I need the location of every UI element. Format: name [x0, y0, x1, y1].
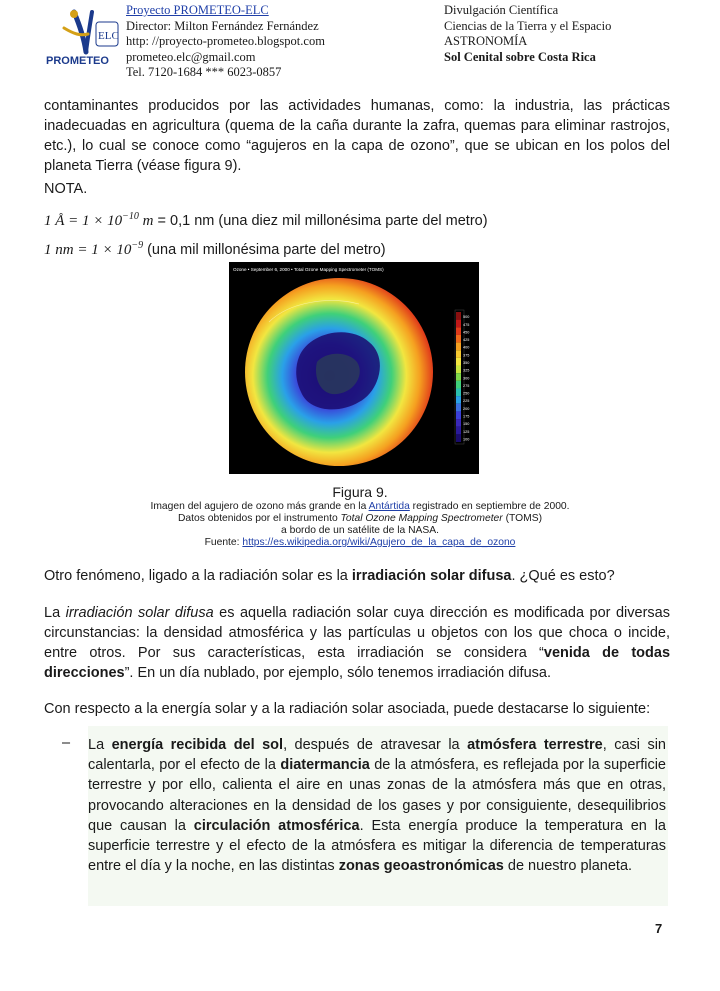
text: . Esta energía produce la temperatura en la superficie terrestre y el efecto de la atmósfera es mitigar la diferencia de temperaturas entre el día y la noche, en las distintas — [88, 817, 666, 875]
figure-title: Figura 9. — [332, 484, 388, 500]
scale-swatch — [456, 350, 461, 358]
scale-swatch — [456, 366, 461, 374]
equation-angstrom — [44, 207, 488, 231]
text: , casi sin calentarla, por el efecto de la — [88, 737, 666, 774]
caption-text: registrado en septiembre de 2000. — [409, 501, 570, 512]
text: La — [44, 605, 66, 621]
wikipedia-source-link[interactable]: https://es.wikipedia.org/wiki/Agujero_de_la_capa_de_ozono — [242, 537, 516, 548]
paragraph-intro: contaminantes producidos por las actividades humanas, como: la industria, las prácticas inadecuadas en agricultura (quema de la caña durante la zafra, quemas para eliminar rastrojos, etc.), lo cual se conoce como “agujeros en la capa de ozono”, que se ubican en los polos del planeta Tierra (véase figura 9). — [44, 98, 670, 174]
scale-swatch — [456, 312, 461, 320]
eq1-text: = 0,1 nm (una diez mil millonésima parte del metro) — [153, 212, 488, 229]
bold-term: diatermancia — [280, 757, 370, 774]
scale-swatch — [456, 404, 461, 412]
scale-label: 125 — [463, 429, 470, 434]
scale-label: 425 — [463, 338, 470, 343]
scale-label: 100 — [463, 437, 470, 442]
scale-label: 250 — [463, 391, 470, 396]
logo-badge: ELC — [98, 30, 119, 42]
caption-italic: Total Ozone Mapping Spectrometer — [340, 513, 503, 524]
scale-swatch — [456, 411, 461, 419]
text: Otro fenómeno, ligado a la radiación solar es la — [44, 568, 352, 584]
scale-label: 350 — [463, 361, 470, 365]
paragraph-energia: Con respecto a la energía solar y a la radiación solar asociada, puede destacarse lo siguiente: — [44, 701, 651, 717]
header-topic — [444, 3, 611, 65]
bullet-mark: – — [62, 735, 71, 751]
text: , después de atravesar la — [283, 737, 468, 753]
scale-label: 325 — [463, 368, 470, 373]
scale-label: 175 — [463, 414, 470, 419]
email-line[interactable]: prometeo.elc@gmail.com — [126, 49, 256, 64]
figure-header-line: Ozone • September 6, 2000 • Total Ozone Mapping Spectrometer (TOMS) — [233, 267, 384, 272]
antartida-link[interactable]: Antártida — [368, 501, 410, 512]
topic-line-1: Divulgación Científica — [444, 3, 559, 17]
topic-line-3: ASTRONOMÍA — [444, 34, 528, 48]
logo-text: PROMETEO — [46, 55, 109, 67]
prometeo-logo — [44, 8, 122, 68]
ozone-color-scale — [456, 312, 461, 442]
blog-url[interactable]: http: //proyecto-prometeo.blogspot.com — [126, 34, 325, 48]
text: . ¿Qué es esto? — [511, 568, 615, 584]
page-header — [0, 0, 720, 84]
nota-label: NOTA. — [44, 181, 88, 197]
scale-swatch — [456, 396, 461, 404]
caption-text: Imagen del agujero de ozono más grande en la — [150, 501, 369, 512]
equation-nanometer — [44, 236, 386, 260]
scale-swatch — [456, 419, 461, 427]
caption-text: Datos obtenidos por el instrumento — [177, 513, 341, 524]
phone-line: Tel. 7120-1684 *** 6023-0857 — [126, 65, 282, 79]
text: ”. En un día nublado, por ejemplo, sólo tenemos irradiación difusa. — [124, 665, 551, 681]
caption-text: (TOMS) — [502, 513, 542, 524]
paragraph-difusa-question — [44, 566, 670, 586]
scale-label: 225 — [463, 399, 470, 404]
scale-label: 450 — [463, 330, 470, 335]
project-link[interactable]: Proyecto PROMETEO-ELC — [126, 3, 269, 17]
scale-swatch — [456, 381, 461, 389]
bold-term: venida de todas direcciones — [44, 645, 671, 681]
bold-term: energía recibida del sol — [111, 737, 284, 753]
scale-label: 375 — [463, 353, 470, 358]
paragraph-difusa-definition — [44, 603, 670, 683]
eq2-exponent: −9 — [131, 240, 144, 251]
bold-term: irradiación solar difusa — [351, 568, 512, 584]
eq2-math: 1 nm = 1 × 10 — [44, 241, 132, 258]
text: es aquella radiación solar cuya dirección es modificada por diversas circunstancias: la densidad atmosférica y las partículas u objetos con los que choca o incide, entre otros. Por sus características, esta irradiación se considera “ — [44, 605, 670, 661]
scale-label: 400 — [463, 345, 470, 350]
text: de la atmósfera, es reflejada por la superficie terrestre y por ello, calienta el aire en unas zonas de la atmósfera más que en otras, provocando alteraciones en la densidad de los gases y por consiguiente, desequilibrios que causan la — [88, 757, 666, 834]
scale-label: 500 — [463, 315, 470, 320]
bullet-item — [88, 735, 666, 876]
scale-swatch — [456, 343, 461, 351]
figure-caption-line-1 — [0, 501, 720, 513]
scale-swatch — [456, 335, 461, 343]
scale-swatch — [456, 358, 461, 366]
bold-term: atmósfera terrestre — [467, 737, 603, 753]
topic-line-2: Ciencias de la Tierra y el Espacio — [444, 18, 612, 33]
scale-swatch — [456, 327, 461, 335]
bold-term: zonas geoastronómicas — [338, 858, 504, 875]
figure-caption-line-3: a bordo de un satélite de la NASA. — [281, 525, 439, 536]
figure-source — [0, 537, 720, 549]
scale-swatch — [456, 434, 461, 442]
scale-label: 300 — [463, 376, 470, 381]
figure-caption-line-2 — [0, 513, 720, 525]
text: de nuestro planeta. — [503, 858, 633, 875]
scale-swatch — [456, 373, 461, 381]
page-number: 7 — [655, 921, 663, 936]
scale-swatch — [456, 320, 461, 328]
text: La — [88, 737, 112, 753]
scale-label: 275 — [463, 383, 470, 388]
eq1-math: 1 Å = 1 × 10 — [44, 212, 123, 229]
eq2-text: (una mil millonésima parte del metro) — [143, 241, 386, 258]
eq1-unit: m — [138, 212, 154, 229]
scale-label: 475 — [463, 322, 470, 327]
document-title: Sol Cenital sobre Costa Rica — [444, 49, 596, 64]
source-label: Fuente: — [204, 537, 243, 548]
italic-term: irradiación solar difusa — [65, 605, 214, 621]
ozone-hole-image — [229, 262, 479, 474]
scale-label: 200 — [463, 406, 470, 411]
scale-swatch — [456, 427, 461, 435]
eq1-exponent: −10 — [122, 211, 139, 222]
scale-label: 150 — [463, 422, 470, 427]
director-line: Director: Milton Fernández Fernández — [126, 18, 319, 33]
header-contact — [126, 3, 325, 81]
scale-swatch — [456, 388, 461, 396]
bold-term: circulación atmosférica — [193, 817, 360, 834]
ozone-scale-labels — [463, 315, 469, 441]
